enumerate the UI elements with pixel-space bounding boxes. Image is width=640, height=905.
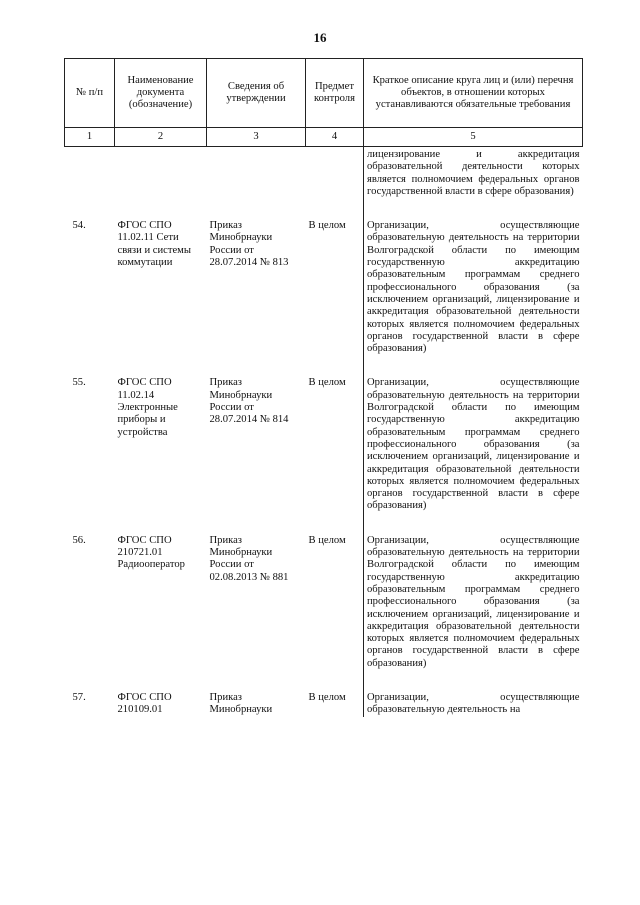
row-control-subject: В целом xyxy=(308,534,346,546)
table-row xyxy=(65,531,583,688)
table-header-row xyxy=(65,59,583,128)
row-approval-info: Приказ Минобрнауки России от 02.08.2013 № 881 xyxy=(209,534,289,583)
row-number: 55. xyxy=(72,377,86,389)
row-description: Организации, осуществляющие образовательную деятельность на xyxy=(364,688,583,717)
header-document-name: Наименование документа (обозначение) xyxy=(115,59,207,128)
table-row xyxy=(65,216,583,373)
header-description: Краткое описание круга лиц и (или) перечня объектов, в отношении которых устанавливаются обязательные требования xyxy=(364,59,583,128)
row-document-name: ФГОС СПО 11.02.14 Электронные приборы и устройства xyxy=(117,377,178,438)
header-number: № п/п xyxy=(65,59,115,128)
requirements-table xyxy=(64,58,583,717)
column-number-3: 3 xyxy=(207,128,306,147)
row-control-subject: В целом xyxy=(308,377,346,389)
row-control-subject: В целом xyxy=(308,691,346,703)
header-approval-info: Сведения об утверждении xyxy=(207,59,306,128)
row-number: 54. xyxy=(72,220,86,232)
row-description: Организации, осуществляющие образовательную деятельность на территории Волгоградской области по имеющим государственную аккредитацию образовательным программам среднего профессионального образования (за исключением организаций, лицензирование и аккредитация образовательной деятельности которых является полномочием федеральных органов государственной власти в сфере образования) xyxy=(364,373,583,530)
column-number-4: 4 xyxy=(306,128,364,147)
column-number-1: 1 xyxy=(65,128,115,147)
row-approval-info: Приказ Минобрнауки xyxy=(209,691,273,716)
row-description: Организации, осуществляющие образовательную деятельность на территории Волгоградской области по имеющим государственную аккредитацию образовательным программам среднего профессионального образования (за исключением организаций, лицензирование и аккредитация образовательной деятельности которых является полномочием федеральных органов государственной власти в сфере образования) xyxy=(364,531,583,688)
row-approval-info: Приказ Минобрнауки России от 28.07.2014 № 814 xyxy=(209,377,289,426)
row-control-subject: В целом xyxy=(308,220,346,232)
row-document-name: ФГОС СПО 210721.01 Радиооператор xyxy=(117,534,185,571)
row-approval-info: Приказ Минобрнауки России от 28.07.2014 № 813 xyxy=(209,220,289,269)
row-document-name: ФГОС СПО 210109.01 xyxy=(117,691,172,716)
header-control-subject: Предмет контроля xyxy=(306,59,364,128)
continuation-description: лицензирование и аккредитация образовательной деятельности которых является полномочием федеральных органов государственной власти в сфере образования) xyxy=(364,147,583,217)
table-row-continuation xyxy=(65,147,583,217)
row-number: 56. xyxy=(72,534,86,546)
table-row xyxy=(65,373,583,530)
column-number-5: 5 xyxy=(364,128,583,147)
page-number: 16 xyxy=(313,30,327,45)
table-row xyxy=(65,688,583,717)
row-document-name: ФГОС СПО 11.02.11 Сети связи и системы коммутации xyxy=(117,220,191,269)
row-number: 57. xyxy=(72,691,86,703)
table-column-numbers-row xyxy=(65,128,583,147)
row-description: Организации, осуществляющие образовательную деятельность на территории Волгоградской области по имеющим государственную аккредитацию образовательным программам среднего профессионального образования (за исключением организаций, лицензирование и аккредитация образовательной деятельности которых является полномочием федеральных органов государственной власти в сфере образования) xyxy=(364,216,583,373)
column-number-2: 2 xyxy=(115,128,207,147)
